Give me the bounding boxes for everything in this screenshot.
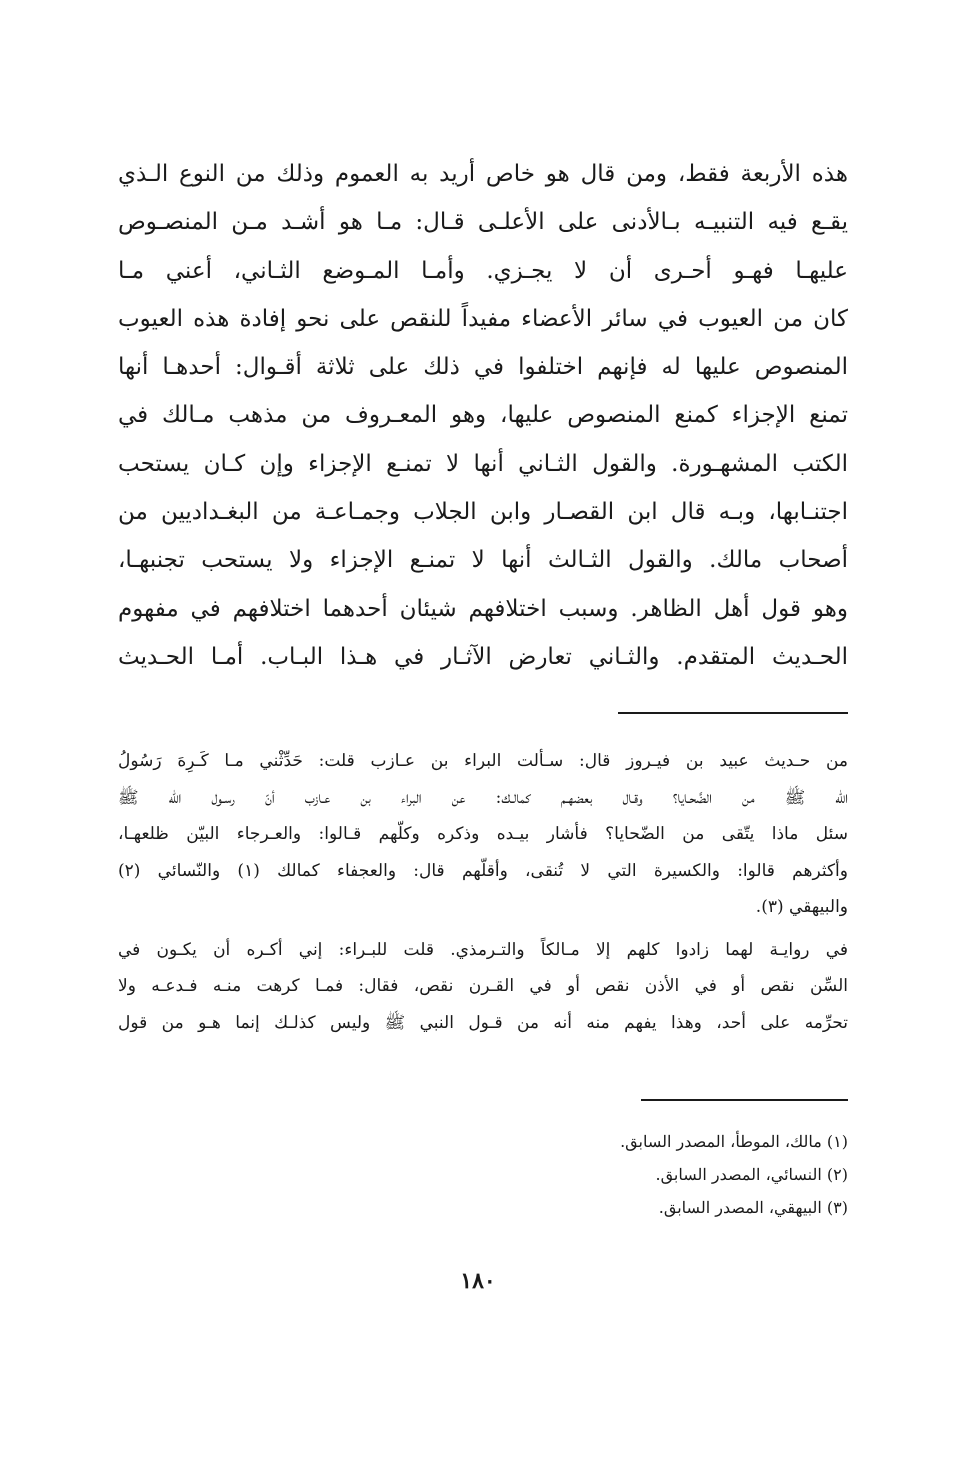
text-line: الحـديث المتقدم. والثـاني تعارض الآثـار في هـذا البـاب. أمـا الحـديث: [118, 643, 848, 670]
footnote-line: والبيهقي (٣).: [755, 897, 848, 917]
text-line: يقـع فيه التنبيـه بـالأدنى على الأعلـى قـال: مـا هو أشـد مـن المنصـوص: [118, 209, 848, 236]
footnote-line: وأكثرهم قالوا: والكسيرة التي لا تُنقى، وأقلّهم قال: والعجفاء كمالك (١) والنّسائي (٢): [118, 860, 848, 881]
references-divider: [641, 1099, 848, 1101]
text-line: اجتنـابها، وبـه قال ابن القصـار وابن الجلاب وجمـاعـة من البغـداديين من: [118, 499, 848, 526]
reference-item: (٢) النسائي، المصدر السابق.: [655, 1165, 848, 1184]
text-line: تمنع الإجزاء كمنع المنصوص عليها، وهو المعـروف من مذهب مـالك في: [118, 402, 848, 429]
main-text: [118, 150, 848, 681]
text-line: المنصوص عليها له فإنهم اختلفوا في ذلك على ثلاثة أقـوال: أحدهـا أنها: [118, 354, 848, 381]
text-line: كان من العيوب في سائر الأعضاء مفيداً للنقص على نحو إفادة هذه العيوب: [118, 305, 848, 332]
footnote-line: سئل ماذا يتّقى من الضّحايا؟ فأشار بيـده وذكره وكلّهم قـالوا: والعـرجاء البيّن ظلعهـا،: [118, 824, 848, 844]
footnote-line: الله ﷺ من الضَّحـايا؟ وقـال بعضهـم كمالـك: عن البراء بن عـازب أنّ رسـول الله ﷺ: [118, 787, 848, 808]
footnote-line: تحرِّمه على أحد، وهذا يفهم منه أنه من قـول النبي ﷺ وليس كذلـك إنما هـو من قول: [118, 1012, 848, 1033]
footnote-line: من حـديث عبيد بن فيـروز قال: سـألت البراء بن عـازب قلت: حَدِّثْني مـا كَـرِهَ رَسُولُ: [118, 751, 848, 771]
footnote-text: [118, 743, 848, 1041]
text-line: عليهـا فهـو أحـرى أن لا يجـزي. وأمـا المـوضع الثـاني، أعني مـا: [118, 257, 848, 284]
footnote-line: في روايـة لهما زادوا كلهم إلا مـالكاً والتـرمذي. قلت للبـراء: إني أكـره أن يكـون في: [118, 939, 848, 960]
reference-item: (٣) البيهقي، المصدر السابق.: [658, 1198, 848, 1217]
references: [560, 1125, 848, 1224]
reference-item: (١) مالك، الموطأ، المصدر السابق.: [620, 1132, 848, 1151]
page-number: ١٨٠: [460, 1268, 496, 1294]
footnote-divider: [618, 712, 848, 714]
text-line: الكتب المشهـورة. والقول الثـاني أنها لا تمنـع الإجزاء وإن كـان يستحب: [118, 450, 848, 477]
text-line: وهو قول أهل الظاهر. وسبب اختلافهم شيئان أحدهما اختلافهم في مفهوم: [118, 595, 848, 622]
text-line: أصحاب مالك. والقول الثـالث أنها لا تمنـع الإجزاء ولا يستحب تجنبهـا،: [118, 547, 848, 574]
text-line: هذه الأربعة فقط، ومن قال هو خاص أريد به العموم وذلك من النوع الـذي: [118, 161, 848, 187]
footnote-line: السِّن نقص أو في الأذن نقص أو في القـرن نقص، فقال: فمـا كرهت منـه فـدعـه ولا: [118, 976, 848, 996]
